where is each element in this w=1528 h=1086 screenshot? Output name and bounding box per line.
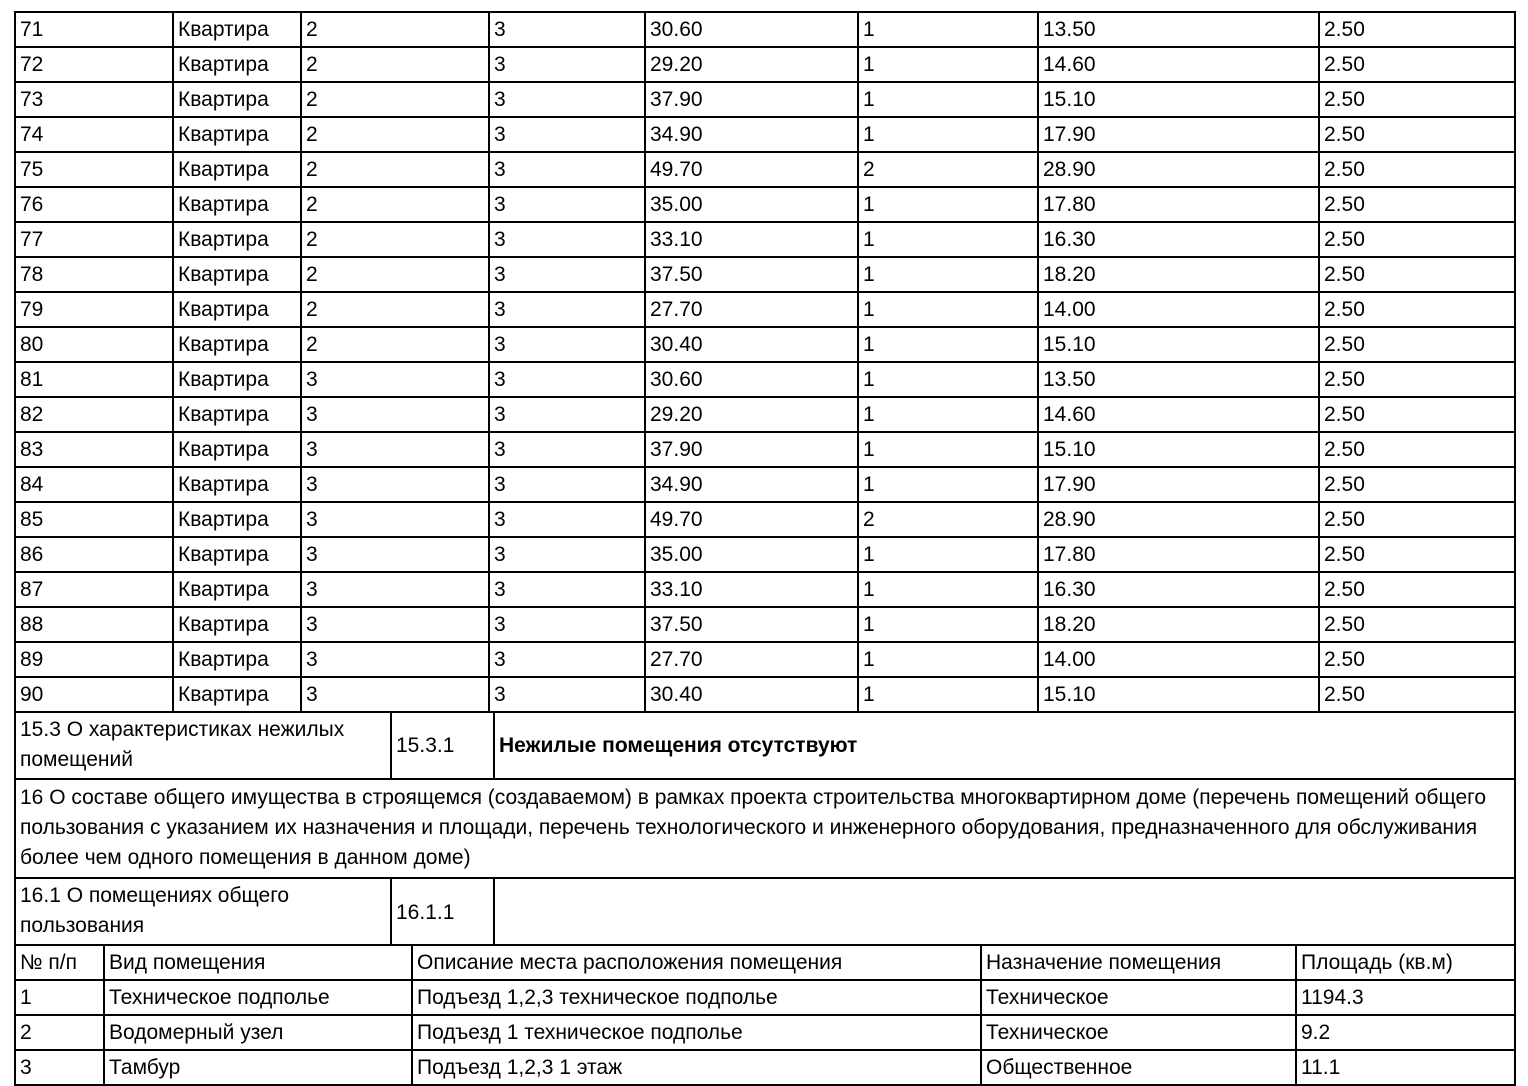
section-label: 16.1 О помещениях общего пользования	[15, 878, 391, 945]
table-cell: 2.50	[1319, 117, 1515, 152]
table-cell: 28.90	[1038, 152, 1319, 187]
table-cell: 3	[489, 257, 645, 292]
table-cell: 3	[489, 222, 645, 257]
table-cell: 29.20	[645, 397, 858, 432]
table-cell: 1	[858, 257, 1038, 292]
table-cell: 1	[858, 47, 1038, 82]
table-cell: 2	[301, 257, 489, 292]
column-header-purpose: Назначение помещения	[981, 945, 1296, 980]
table-cell: Техническое	[981, 980, 1296, 1015]
table-cell: 30.40	[645, 327, 858, 362]
table-cell: 9.2	[1296, 1015, 1515, 1050]
table-row	[15, 222, 1515, 257]
table-cell: 78	[15, 257, 173, 292]
table-cell: 3	[489, 292, 645, 327]
column-header-area: Площадь (кв.м)	[1296, 945, 1515, 980]
table-cell: 84	[15, 467, 173, 502]
table-cell: 3	[489, 117, 645, 152]
table-cell: 16.30	[1038, 572, 1319, 607]
table-cell: Квартира	[173, 222, 301, 257]
table-cell: 3	[489, 327, 645, 362]
table-cell: 1	[858, 467, 1038, 502]
table-cell: 15.10	[1038, 677, 1319, 712]
table-cell: 3	[489, 152, 645, 187]
table-row	[15, 502, 1515, 537]
table-cell: 2.50	[1319, 47, 1515, 82]
table-cell: 2	[858, 152, 1038, 187]
table-cell: Квартира	[173, 292, 301, 327]
table-cell: 1	[858, 292, 1038, 327]
table-cell: 17.90	[1038, 117, 1319, 152]
apartments-table-body	[15, 12, 1515, 712]
table-cell: 15.10	[1038, 327, 1319, 362]
table-cell: 33.10	[645, 572, 858, 607]
table-cell: 73	[15, 82, 173, 117]
table-cell: 3	[301, 397, 489, 432]
table-row	[15, 362, 1515, 397]
table-cell: 1	[858, 432, 1038, 467]
table-cell: 2	[301, 12, 489, 47]
table-cell: 2.50	[1319, 432, 1515, 467]
table-cell: 2.50	[1319, 152, 1515, 187]
table-cell: 2.50	[1319, 222, 1515, 257]
table-cell: 1	[858, 362, 1038, 397]
table-cell: 3	[489, 187, 645, 222]
table-cell: 83	[15, 432, 173, 467]
table-cell: 49.70	[645, 152, 858, 187]
table-cell: 2	[301, 47, 489, 82]
table-cell: 2	[858, 502, 1038, 537]
table-cell: 18.20	[1038, 607, 1319, 642]
table-row	[15, 82, 1515, 117]
table-cell: 2	[301, 152, 489, 187]
apartments-table	[14, 11, 1516, 713]
table-row	[15, 878, 1515, 945]
table-cell: 1	[858, 327, 1038, 362]
table-cell: 1194.3	[1296, 980, 1515, 1015]
table-cell: Квартира	[173, 502, 301, 537]
section-15-3-row	[14, 711, 1516, 780]
table-cell: 3	[489, 12, 645, 47]
section-label: 15.3 О характеристиках нежилых помещений	[15, 712, 391, 779]
table-row	[15, 537, 1515, 572]
table-cell: 80	[15, 327, 173, 362]
section-16-row	[14, 778, 1516, 879]
table-cell: 13.50	[1038, 12, 1319, 47]
table-cell: Квартира	[173, 677, 301, 712]
table-cell: Квартира	[173, 12, 301, 47]
table-cell: 13.50	[1038, 362, 1319, 397]
table-row	[15, 12, 1515, 47]
table-cell: 79	[15, 292, 173, 327]
table-cell: 82	[15, 397, 173, 432]
table-cell: 2.50	[1319, 607, 1515, 642]
table-row	[15, 607, 1515, 642]
table-cell: 18.20	[1038, 257, 1319, 292]
table-cell: 86	[15, 537, 173, 572]
table-cell: 14.60	[1038, 397, 1319, 432]
table-cell: 2.50	[1319, 257, 1515, 292]
table-cell: Квартира	[173, 152, 301, 187]
table-cell: Общественное	[981, 1050, 1296, 1085]
table-row	[15, 397, 1515, 432]
common-areas-table-body	[15, 980, 1515, 1085]
table-cell: 3	[489, 82, 645, 117]
table-cell: Подъезд 1 техническое подполье	[412, 1015, 981, 1050]
table-cell: 17.80	[1038, 187, 1319, 222]
table-cell: 1	[858, 397, 1038, 432]
table-cell: Квартира	[173, 572, 301, 607]
table-cell: 2	[301, 82, 489, 117]
table-row	[15, 152, 1515, 187]
table-cell: Квартира	[173, 607, 301, 642]
table-cell: 14.00	[1038, 642, 1319, 677]
section-16-1-row	[14, 877, 1516, 946]
table-row	[15, 292, 1515, 327]
table-cell: 2.50	[1319, 327, 1515, 362]
table-row	[15, 980, 1515, 1015]
table-row	[15, 1050, 1515, 1085]
table-row	[15, 257, 1515, 292]
table-cell: 1	[858, 572, 1038, 607]
table-cell: 16.30	[1038, 222, 1319, 257]
table-cell: 2	[301, 117, 489, 152]
table-cell: Техническое	[981, 1015, 1296, 1050]
table-row	[15, 327, 1515, 362]
table-cell: 88	[15, 607, 173, 642]
table-cell: 3	[489, 642, 645, 677]
table-cell: Квартира	[173, 327, 301, 362]
table-cell: 3	[301, 432, 489, 467]
table-row	[15, 1015, 1515, 1050]
table-cell: 28.90	[1038, 502, 1319, 537]
table-cell: 2.50	[1319, 12, 1515, 47]
table-cell: 14.00	[1038, 292, 1319, 327]
table-cell: 33.10	[645, 222, 858, 257]
table-cell: 3	[301, 362, 489, 397]
table-cell: 3	[489, 467, 645, 502]
table-row	[15, 47, 1515, 82]
table-cell: 1	[858, 82, 1038, 117]
table-cell: 27.70	[645, 642, 858, 677]
table-cell: 2.50	[1319, 642, 1515, 677]
table-cell: 3	[489, 362, 645, 397]
table-cell: 74	[15, 117, 173, 152]
table-cell: 3	[489, 677, 645, 712]
table-cell: 1	[858, 677, 1038, 712]
table-cell: 1	[858, 537, 1038, 572]
table-cell: 37.90	[645, 432, 858, 467]
table-cell: 87	[15, 572, 173, 607]
table-cell: 2.50	[1319, 397, 1515, 432]
table-cell: 76	[15, 187, 173, 222]
table-cell: 3	[489, 607, 645, 642]
table-cell: 2	[301, 327, 489, 362]
table-row	[15, 187, 1515, 222]
table-cell: 30.40	[645, 677, 858, 712]
table-row	[15, 779, 1515, 878]
table-cell: 81	[15, 362, 173, 397]
table-cell: Квартира	[173, 82, 301, 117]
common-areas-table	[14, 944, 1516, 1086]
table-row	[15, 712, 1515, 779]
table-header-row	[15, 945, 1515, 980]
column-header-number: № п/п	[15, 945, 104, 980]
table-cell: 3	[301, 537, 489, 572]
table-cell: 1	[858, 117, 1038, 152]
table-cell: Квартира	[173, 362, 301, 397]
table-cell: 3	[489, 47, 645, 82]
table-cell: Подъезд 1,2,3 техническое подполье	[412, 980, 981, 1015]
table-cell: Водомерный узел	[104, 1015, 412, 1050]
table-cell: 3	[301, 607, 489, 642]
table-cell: 75	[15, 152, 173, 187]
table-row	[15, 467, 1515, 502]
table-cell: 3	[489, 432, 645, 467]
table-cell: 37.90	[645, 82, 858, 117]
table-cell: 77	[15, 222, 173, 257]
table-cell: Квартира	[173, 537, 301, 572]
table-cell: 34.90	[645, 117, 858, 152]
table-cell: Техническое подполье	[104, 980, 412, 1015]
table-cell: 3	[489, 397, 645, 432]
column-header-location: Описание места расположения помещения	[412, 945, 981, 980]
table-cell: Квартира	[173, 432, 301, 467]
table-row	[15, 642, 1515, 677]
table-cell: 27.70	[645, 292, 858, 327]
table-cell: 2.50	[1319, 362, 1515, 397]
table-cell: 49.70	[645, 502, 858, 537]
table-cell: 3	[489, 537, 645, 572]
table-cell: Квартира	[173, 642, 301, 677]
table-cell: 85	[15, 502, 173, 537]
table-cell: 2.50	[1319, 572, 1515, 607]
table-cell: Квартира	[173, 117, 301, 152]
table-cell: 3	[301, 572, 489, 607]
table-cell: 90	[15, 677, 173, 712]
table-cell: 89	[15, 642, 173, 677]
table-cell: 1	[858, 607, 1038, 642]
table-cell: 30.60	[645, 12, 858, 47]
table-cell: 15.10	[1038, 82, 1319, 117]
table-cell: 2.50	[1319, 537, 1515, 572]
table-cell: Квартира	[173, 187, 301, 222]
table-cell: 2	[15, 1015, 104, 1050]
table-row	[15, 677, 1515, 712]
table-cell: 11.1	[1296, 1050, 1515, 1085]
table-cell: 2	[301, 187, 489, 222]
table-cell: 2.50	[1319, 502, 1515, 537]
table-row	[15, 432, 1515, 467]
section-code: 15.3.1	[391, 712, 494, 779]
table-cell: 1	[15, 980, 104, 1015]
table-cell: 1	[858, 642, 1038, 677]
table-cell: 2.50	[1319, 292, 1515, 327]
table-cell: 2.50	[1319, 467, 1515, 502]
column-header-room-type: Вид помещения	[104, 945, 412, 980]
table-cell: 29.20	[645, 47, 858, 82]
table-cell: 3	[15, 1050, 104, 1085]
table-cell: 17.90	[1038, 467, 1319, 502]
table-cell: 35.00	[645, 537, 858, 572]
table-cell: 2.50	[1319, 82, 1515, 117]
table-cell: 3	[301, 677, 489, 712]
table-cell: Подъезд 1,2,3 1 этаж	[412, 1050, 981, 1085]
table-cell: 17.80	[1038, 537, 1319, 572]
table-cell: 37.50	[645, 257, 858, 292]
table-cell: Квартира	[173, 257, 301, 292]
table-cell: 2.50	[1319, 187, 1515, 222]
table-cell: 35.00	[645, 187, 858, 222]
table-cell: 30.60	[645, 362, 858, 397]
table-cell: Квартира	[173, 397, 301, 432]
table-cell: 71	[15, 12, 173, 47]
table-cell: 1	[858, 187, 1038, 222]
table-cell: 2	[301, 292, 489, 327]
table-cell: 15.10	[1038, 432, 1319, 467]
table-cell: 72	[15, 47, 173, 82]
table-cell: 3	[489, 572, 645, 607]
table-cell: 1	[858, 12, 1038, 47]
section-code: 16.1.1	[391, 878, 494, 945]
table-cell: Тамбур	[104, 1050, 412, 1085]
table-row	[15, 117, 1515, 152]
section-value	[494, 878, 1515, 945]
table-cell: 3	[301, 502, 489, 537]
table-cell: 3	[301, 642, 489, 677]
section-value: Нежилые помещения отсутствуют	[494, 712, 1515, 779]
table-cell: Квартира	[173, 47, 301, 82]
section-16-text: 16 О составе общего имущества в строящемся (создаваемом) в рамках проекта строительства многоквартирном доме (перечень помещений общего пользования с указанием их назначения и площади, перечень технологического и инженерного оборудования, предназначенного для обслуживания более чем одного помещения в данном доме)	[15, 779, 1515, 878]
table-cell: 3	[301, 467, 489, 502]
table-cell: 2.50	[1319, 677, 1515, 712]
table-cell: 37.50	[645, 607, 858, 642]
table-cell: Квартира	[173, 467, 301, 502]
table-cell: 1	[858, 222, 1038, 257]
table-cell: 2	[301, 222, 489, 257]
table-row	[15, 572, 1515, 607]
table-cell: 34.90	[645, 467, 858, 502]
table-cell: 14.60	[1038, 47, 1319, 82]
table-cell: 3	[489, 502, 645, 537]
